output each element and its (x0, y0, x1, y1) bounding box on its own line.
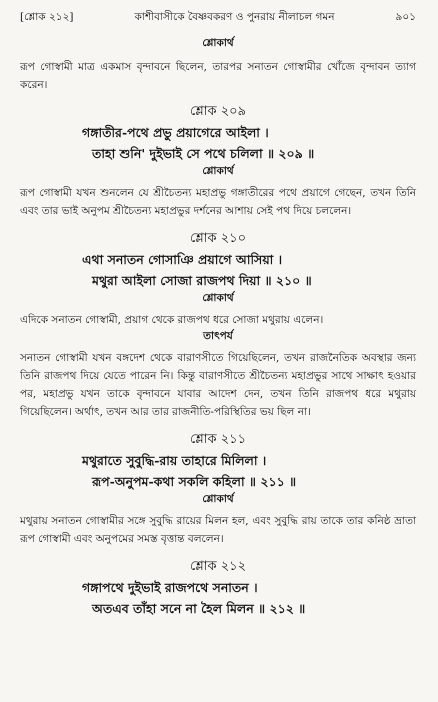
sloka-heading-210: শ্লোক ২১০ (189, 231, 247, 246)
verse-210-line-1: এথা সনাতন গোসাঞি প্রয়াগে আসিয়া । (82, 252, 283, 267)
verse-211-line-1: মথুরাতে সুবুদ্ধি-রায় তাহারে মিলিলা । (82, 453, 267, 468)
header-chapter-title: কাশীবাসীকে বৈষ্ণবকরণ ও পুনরায় নীলাচল গমন (134, 11, 335, 23)
running-header (20, 10, 416, 30)
section-heading-translation: শ্লোকার্থ (202, 292, 234, 304)
translation-paragraph: এদিকে সনাতন গোস্বামী, প্রয়াগ থেকে রাজপথ ধরে সোজা মথুরায় এলেন। (20, 314, 324, 326)
sloka-heading-212: শ্লোক ২১২ (189, 559, 247, 574)
verse-210-line-2: মথুরা আইলা সোজা রাজপথ দিয়া ॥ ২১০ ॥ (92, 273, 312, 288)
section-heading-translation: শ্লোকার্থ (202, 37, 234, 49)
section-heading-purport: তাৎপর্য (203, 330, 233, 342)
verse-209-line-1: গঙ্গাতীর-পথে প্রভু প্রয়াগেরে আইলা । (82, 125, 269, 140)
section-heading-translation: শ্লোকার্থ (202, 165, 234, 177)
translation-paragraph: রূপ গোস্বামী যখন শুনলেন যে শ্রীচৈতন্য মহাপ্রভু গঙ্গাতীরের পথে প্রয়াগে গেছেন, তখন তিনি এবং তার ভাই অনুপম শ্রীচৈতন্য মহাপ্রভুর দর্শনের আশায় সেই পথ দিয়ে চললেন। (20, 187, 416, 217)
header-verse-ref: [শ্লোক ২১২] (20, 11, 74, 23)
verse-212-line-1: গঙ্গাপথে দুইভাই রাজপথে সনাতন । (82, 580, 258, 595)
translation-paragraph: রূপ গোস্বামী মাত্র একমাস বৃন্দাবনে ছিলেন, তারপর সনাতন গোস্বামীর খোঁজে বৃন্দাবন ত্যাগ করেন। (20, 61, 416, 91)
purport-paragraph: সনাতন গোস্বামী যখন বঙ্গদেশ থেকে বারাণসীতে গিয়েছিলেন, তখন রাজনৈতিক অবস্থার জন্য তিনি রাজপথ দিয়ে যেতে পারেন নি। কিন্তু বারাণসীতে শ্রীচৈতন্য মহাপ্রভুর সাথে সাক্ষাৎ হওয়ার পর, মহাপ্রভু যখন তাকে বৃন্দাবনে যাবার আদেশ দেন, তখন তিনি রাজপথ ধরে মথুরায় গিয়েছিলেন। অর্থাৎ, তখন আর তার রাজনীতি-পরিস্থিতির ভয় ছিল না। (20, 352, 416, 418)
translation-paragraph: মথুরায় সনাতন গোস্বামীর সঙ্গে সুবুদ্ধি রায়ের মিলন হল, এবং সুবুদ্ধি রায় তাকে তার কনিষ্ঠ ভ্রাতা রূপ গোস্বামী এবং অনুপমের সমস্ত বৃত্তান্ত বললেন। (20, 515, 416, 545)
sloka-heading-211: শ্লোক ২১১ (189, 432, 247, 447)
verse-211-line-2: রূপ-অনুপম-কথা সকলি কহিলা ॥ ২১১ ॥ (92, 474, 297, 489)
verse-212-line-2: অতএব তাঁহা সনে না হৈল মিলন ॥ ২১২ ॥ (92, 601, 306, 616)
verse-209-line-2: তাহা শুনি' দুইভাই সে পথে চলিলা ॥ ২০৯ ॥ (92, 146, 315, 161)
section-heading-translation: শ্লোকার্থ (202, 493, 234, 505)
page-number: ৯০১ (395, 11, 416, 23)
sloka-heading-209: শ্লোক ২০৯ (189, 104, 247, 119)
